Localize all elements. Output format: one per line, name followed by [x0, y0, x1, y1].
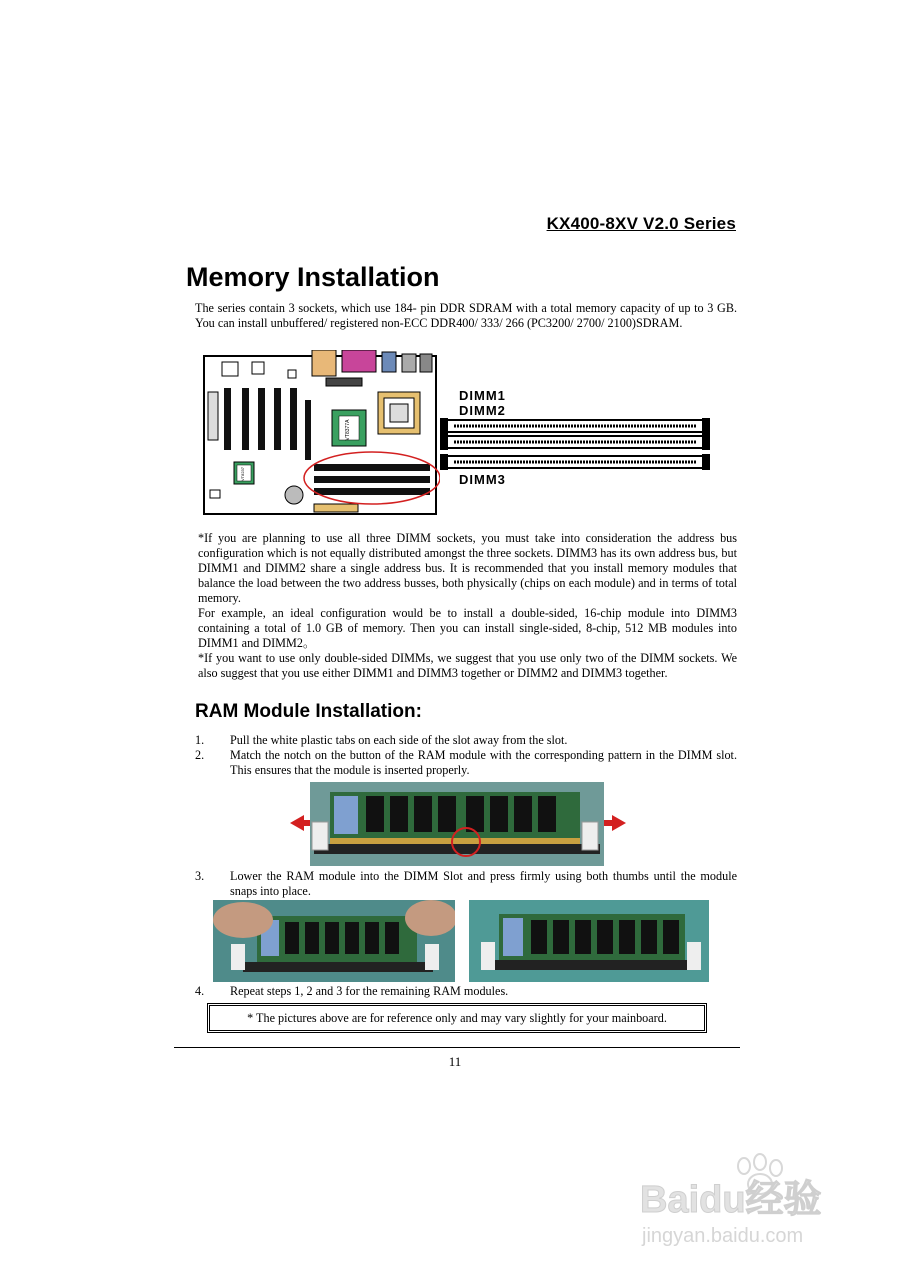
ram-section-title: RAM Module Installation:	[195, 701, 422, 722]
footer-rule	[174, 1047, 740, 1048]
step-text: Repeat steps 1, 2 and 3 for the remaining RAM modules.	[230, 984, 509, 998]
dimm1-label: DIMM1	[459, 388, 506, 403]
board-dimm-slot	[314, 476, 430, 483]
dimm3-label: DIMM3	[459, 472, 506, 487]
watermark-brand: Baidu经验	[640, 1179, 822, 1221]
step-number: 1.	[195, 733, 205, 747]
step-text: Match the notch on the button of the RAM module with the corresponding pattern in the DIMM slot. This ensures that the module is inserted properly.	[230, 748, 737, 777]
right-arrow-icon	[604, 815, 626, 831]
note-paragraph: For example, an ideal configuration would be to install a double-sided, 16-chip module into DIMM3 containing a total of 1.0 GB of memory. Then you can install single-sided, 8-chip, 512 MB modules into DIMM1 and DIMM2。	[198, 606, 737, 650]
dimm-slots-detail	[440, 418, 712, 474]
south-bridge-label: VT8237	[240, 466, 245, 482]
series-header: KX400-8XV V2.0 Series	[546, 214, 736, 233]
page-title: Memory Installation	[186, 262, 440, 292]
step-number: 4.	[195, 984, 205, 998]
board-dimm-slot	[314, 488, 430, 495]
watermark-url: jingyan.baidu.com	[642, 1225, 804, 1247]
notes-block	[198, 531, 737, 681]
ram-module-photo	[290, 782, 626, 866]
step-text: Pull the white plastic tabs on each side of the slot away from the slot.	[230, 733, 568, 747]
dimm-slot-1	[440, 418, 710, 434]
intro-paragraph: The series contain 3 sockets, which use 184- pin DDR SDRAM with a total memory capacity of up to 3 GB. You can install unbuffered/ registered non-ECC DDR400/ 333/ 266 (PC3200/ 2700/ 2100)SDRAM.	[195, 301, 737, 330]
step-number: 2.	[195, 748, 205, 762]
disclaimer-box: * The pictures above are for reference only and may vary slightly for your mainboard.	[207, 1003, 707, 1033]
note-paragraph: *If you want to use only double-sided DIMMs, we suggest that you use only two of the DIMM sockets. We also suggest that you use either DIMM1 and DIMM3 together or DIMM2 and DIMM3 together.	[198, 651, 737, 680]
page-number: 11	[448, 1054, 462, 1069]
baidu-watermark	[640, 1150, 860, 1250]
module-seated-photo	[469, 900, 709, 982]
dimm-slot-2	[440, 434, 710, 450]
dimm-slot-3	[440, 454, 710, 470]
step-number: 3.	[195, 869, 205, 883]
dimm2-label: DIMM2	[459, 403, 506, 418]
north-bridge-label: VT8377A	[345, 419, 351, 441]
step-text: Lower the RAM module into the DIMM Slot and press firmly using both thumbs until the module snaps into place.	[230, 869, 737, 898]
board-dimm-slot	[314, 464, 430, 471]
press-module-photo	[213, 900, 455, 982]
note-paragraph: *If you are planning to use all three DIMM sockets, you must take into consideration the address bus configuration which is not equally distributed amongst the three sockets. DIMM3 has its own address bus, but DIMM1 and DIMM2 share a single address bus. It is recommended that you install memory modules that balance the load between the two address busses, both physically (chips on each module) and in terms of total memory.	[198, 531, 737, 605]
left-arrow-icon	[290, 815, 310, 831]
motherboard-diagram	[202, 350, 440, 516]
